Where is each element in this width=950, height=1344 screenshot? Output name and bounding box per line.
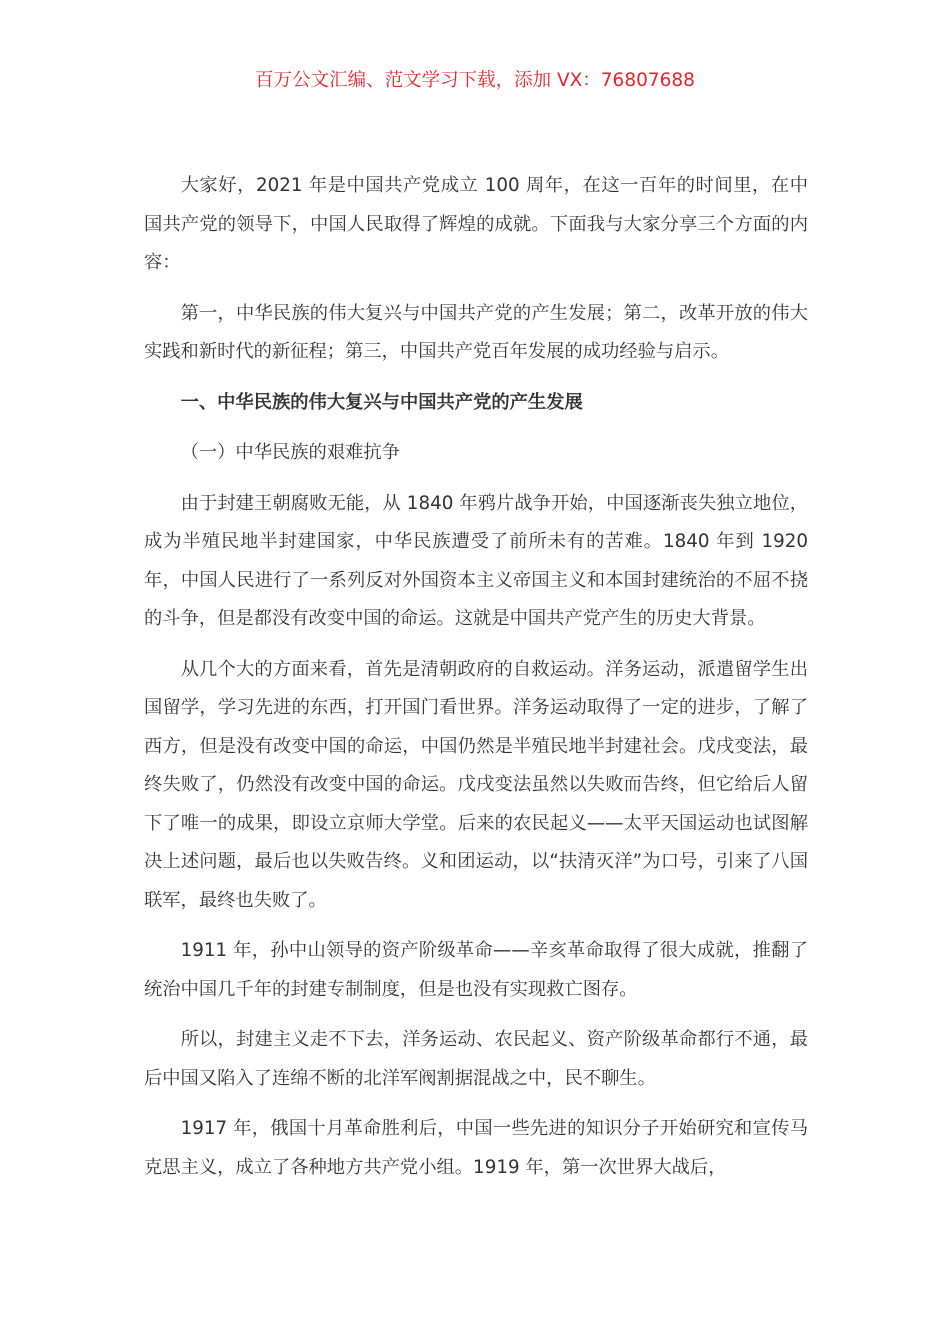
watermark-banner: 百万公文汇编、范文学习下载，添加 VX：76807688 (255, 70, 695, 91)
document-body (144, 167, 808, 1199)
intro-paragraph: 大家好，2021 年是中国共产党成立 100 周年，在这一百年的时间里，在中国共产党的领导下，中国人民取得了辉煌的成就。下面我与大家分享三个方面的内容： (144, 175, 808, 273)
body-paragraph: 由于封建王朝腐败无能，从 1840 年鸦片战争开始，中国逐渐丧失独立地位，成为半殖民地半封建国家，中华民族遭受了前所未有的苦难。1840 年到 1920 年，中国人民进行了一系列反对外国资本主义帝国主义和本国封建统治的不屈不挠的斗争，但是都没有改变中国的命运。这就是中国共产党产生的历史大背景。 (144, 492, 808, 629)
subsection-heading: （一）中华民族的艰难抗争 (180, 442, 400, 463)
body-paragraph: 1917 年，俄国十月革命胜利后，中国一些先进的知识分子开始研究和宣传马克思主义，成立了各种地方共产党小组。1919 年，第一次世界大战后， (144, 1118, 808, 1178)
section-heading: 一、中华民族的伟大复兴与中国共产党的产生发展 (180, 391, 583, 413)
body-paragraph: 从几个大的方面来看，首先是清朝政府的自救运动。洋务运动，派遣留学生出国留学，学习先进的东西，打开国门看世界。洋务运动取得了一定的进步，了解了西方，但是没有改变中国的命运，中国仍然是半殖民地半封建社会。戊戌变法，最终失败了，仍然没有改变中国的命运。戊戌变法虽然以失败而告终，但它给后人留下了唯一的成果，即设立京师大学堂。后来的农民起义——太平天国运动也试图解决上述问题，最后也以失败告终。义和团运动，以“扶清灭洋”为口号，引来了八国联军，最终也失败了。 (144, 658, 808, 911)
body-paragraph: 所以，封建主义走不下去，洋务运动、农民起义、资产阶级革命都行不通，最后中国又陷入了连绵不断的北洋军阀割据混战之中，民不聊生。 (144, 1029, 808, 1089)
outline-paragraph: 第一，中华民族的伟大复兴与中国共产党的产生发展；第二，改革开放的伟大实践和新时代的新征程；第三，中国共产党百年发展的成功经验与启示。 (144, 302, 808, 362)
body-paragraph: 1911 年，孙中山领导的资产阶级革命——辛亥革命取得了很大成就，推翻了统治中国几千年的封建专制制度，但是也没有实现救亡图存。 (144, 940, 808, 1000)
